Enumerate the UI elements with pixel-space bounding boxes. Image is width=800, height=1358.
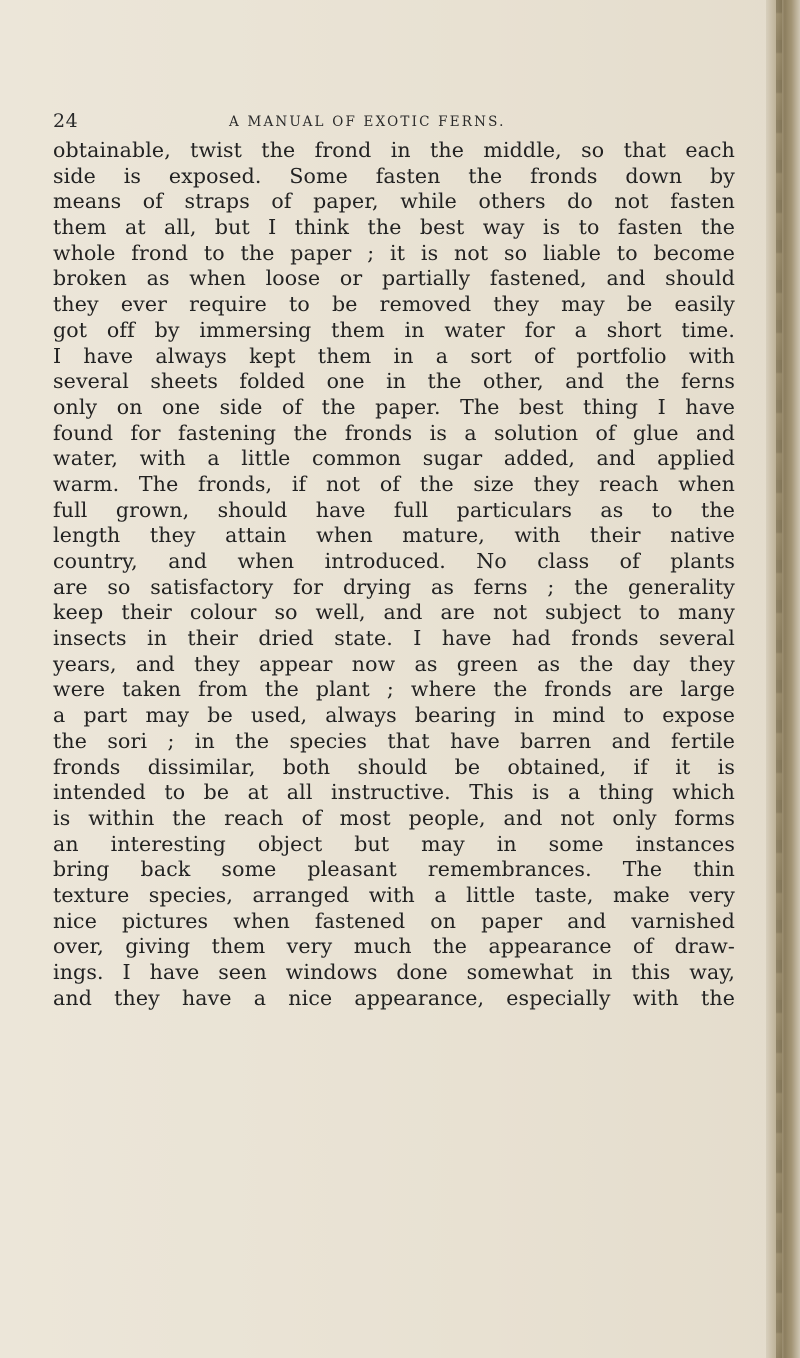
text-line: over, giving them very much the appearance of draw- bbox=[53, 934, 735, 959]
text-line: I have always kept them in a sort of portfolio with bbox=[53, 343, 735, 368]
text-line: only on one side of the paper. The best thing I have bbox=[53, 394, 735, 419]
text-line: they ever require to be removed they may be easily bbox=[53, 292, 735, 317]
text-line: side is exposed. Some fasten the fronds down by bbox=[53, 163, 735, 188]
text-line: warm. The fronds, if not of the size they reach when bbox=[53, 471, 735, 496]
text-line: them at all, but I think the best way is to fasten the bbox=[53, 215, 735, 240]
text-line: bring back some pleasant remembrances. The thin bbox=[53, 857, 735, 882]
page-header bbox=[53, 110, 735, 134]
text-line: length they attain when mature, with their native bbox=[53, 523, 735, 548]
text-line: an interesting object but may in some instances bbox=[53, 831, 735, 856]
text-line: found for fastening the fronds is a solution of glue and bbox=[53, 420, 735, 445]
text-line: broken as when loose or partially fastened, and should bbox=[53, 266, 735, 291]
running-head: A MANUAL OF EXOTIC FERNS. bbox=[229, 114, 506, 130]
text-line: water, with a little common sugar added, and applied bbox=[53, 446, 735, 471]
text-line: country, and when introduced. No class of plants bbox=[53, 549, 735, 573]
text-line: the sori ; in the species that have barren and fertile bbox=[53, 728, 735, 753]
text-line: is within the reach of most people, and not only forms bbox=[53, 805, 735, 830]
book-binding-edge bbox=[766, 0, 800, 1358]
text-line: ings. I have seen windows done somewhat in this way, bbox=[53, 960, 735, 984]
text-line: and they have a nice appearance, especially with the bbox=[53, 985, 735, 1010]
text-line: means of straps of paper, while others do not fasten bbox=[53, 189, 735, 214]
text-line: are so satisfactory for drying as ferns ; the generality bbox=[53, 574, 735, 599]
text-line: got off by immersing them in water for a short time. bbox=[53, 317, 735, 342]
text-line: fronds dissimilar, both should be obtained, if it is bbox=[53, 754, 735, 779]
text-line: insects in their dried state. I have had fronds several bbox=[53, 626, 735, 651]
text-line: texture species, arranged with a little taste, make very bbox=[53, 882, 735, 907]
text-line: full grown, should have full particulars as to the bbox=[53, 497, 735, 522]
page-number: 24 bbox=[53, 110, 79, 132]
text-line: a part may be used, always bearing in mind to expose bbox=[53, 703, 735, 728]
body-text bbox=[53, 138, 735, 1011]
text-line: intended to be at all instructive. This is a thing which bbox=[53, 780, 735, 805]
text-line: obtainable, twist the frond in the middle, so that each bbox=[53, 138, 735, 162]
text-line: were taken from the plant ; where the fronds are large bbox=[53, 677, 735, 702]
text-line: several sheets folded one in the other, and the ferns bbox=[53, 369, 735, 394]
text-line: years, and they appear now as green as the day they bbox=[53, 651, 735, 676]
text-line: keep their colour so well, and are not subject to many bbox=[53, 600, 735, 625]
text-line: whole frond to the paper ; it is not so liable to become bbox=[53, 240, 735, 265]
text-line: nice pictures when fastened on paper and varnished bbox=[53, 908, 735, 933]
